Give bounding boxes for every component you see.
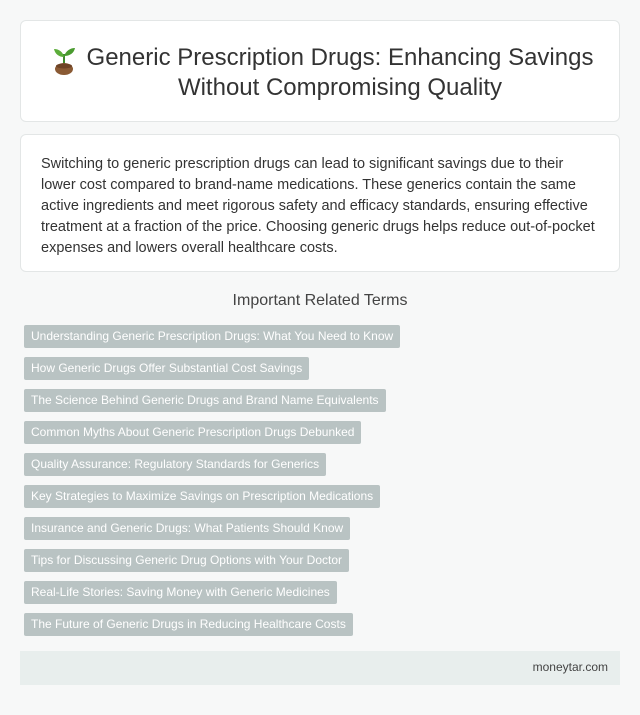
title-card [20, 20, 620, 122]
page-title: Generic Prescription Drugs: Enhancing Savings Without Compromising Quality [86, 44, 594, 101]
related-term-link[interactable]: Tips for Discussing Generic Drug Options with Your Doctor [24, 549, 349, 572]
footer-site-link[interactable]: moneytar.com [532, 660, 608, 674]
related-term-link[interactable]: The Science Behind Generic Drugs and Brand Name Equivalents [24, 389, 386, 412]
related-term-link[interactable]: Real-Life Stories: Saving Money with Generic Medicines [24, 581, 337, 604]
related-terms-heading: Important Related Terms [232, 292, 408, 309]
related-terms-list [24, 325, 400, 645]
related-term-link[interactable]: Key Strategies to Maximize Savings on Prescription Medications [24, 485, 380, 508]
related-term-link[interactable]: Understanding Generic Prescription Drugs: What You Need to Know [24, 325, 400, 348]
related-term-link[interactable]: Common Myths About Generic Prescription Drugs Debunked [24, 421, 361, 444]
summary-text: Switching to generic prescription drugs can lead to significant savings due to their lower cost compared to brand-name medications. These generics contain the same active ingredients and meet rigorous safety and efficacy standards, ensuring effective treatment at a fraction of the price. Choosing generic drugs helps reduce out-of-pocket expenses and lowers overall healthcare costs. [41, 156, 595, 256]
related-term-link[interactable]: Insurance and Generic Drugs: What Patients Should Know [24, 517, 350, 540]
related-term-link[interactable]: Quality Assurance: Regulatory Standards for Generics [24, 453, 326, 476]
related-term-link[interactable]: The Future of Generic Drugs in Reducing Healthcare Costs [24, 613, 353, 636]
related-term-link[interactable]: How Generic Drugs Offer Substantial Cost Savings [24, 357, 309, 380]
summary-card [20, 134, 620, 272]
footer [20, 651, 620, 685]
